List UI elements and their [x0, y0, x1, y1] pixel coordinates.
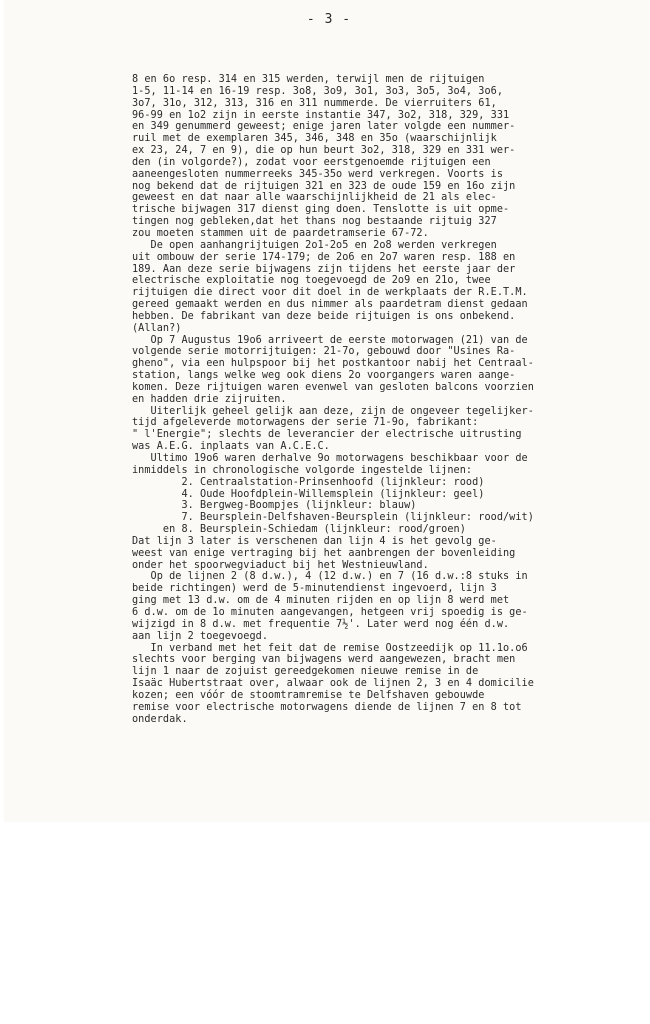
text-line: en 8. Beursplein-Schiedam (lijnkleur: rood/groen) [132, 524, 466, 536]
text-line: 4. Oude Hoofdplein-Willemsplein (lijnkleur: geel) [132, 488, 485, 500]
text-line: hebben. De fabrikant van deze beide rijtuigen is ons onbekend. [132, 310, 516, 322]
text-line: ruil met de exemplaren 345, 346, 348 en 35o (waarschijnlijk [132, 133, 497, 145]
text-line: 2. Centraalstation-Prinsenhoofd (lijnkleur: rood) [132, 476, 485, 488]
text-line: kozen; een vóór de stoomtramremise te Delfshaven gebouwde [132, 689, 485, 701]
text-line: (Allan?) [132, 322, 182, 334]
text-line: onderdak. [132, 713, 188, 725]
text-line: trische bijwagen 317 dienst ging doen. Tenslotte is uit opme- [132, 204, 510, 216]
text-line: Isaäc Hubertstraat over, alwaar ook de lijnen 2, 3 en 4 domicilie [132, 678, 534, 690]
text-line: 3o7, 31o, 312, 313, 316 en 311 nummerde. De vierruiters 61, [132, 97, 497, 109]
text-line: 8 en 6o resp. 314 en 315 werden, terwijl men de rijtuigen [132, 74, 485, 85]
text-line: rijtuigen die direct voor dit doel in de werkplaats der R.E.T.M. [132, 287, 528, 299]
text-line: uit ombouw der serie 174-179; de 2o6 en 2o7 waren resp. 188 en [132, 251, 516, 263]
text-line: gheno", via een hulpspoor bij het postkantoor nabij het Centraal- [132, 358, 534, 370]
text-line: aan lijn 2 toegevoegd. [132, 630, 269, 642]
text-line: 7. Beursplein-Delfshaven-Beursplein (lijnkleur: rood/wit) [132, 512, 534, 524]
text-line: slechts voor berging van bijwagens werd aangewezen, bracht men [132, 654, 516, 666]
text-line: geweest en dat naar alle waarschijnlijkheid de 21 als elec- [132, 192, 497, 204]
text-line: gereed gemaakt werden en dus nimmer als paardetram dienst gedaan [132, 299, 528, 311]
text-line: volgende serie motorrijtuigen: 21-7o, gebouwd door "Usines Ra- [132, 346, 516, 358]
text-line: nog bekend dat de rijtuigen 321 en 323 de oude 159 en 16o zijn [132, 180, 516, 192]
text-line: zou moeten stammen uit de paardetramserie 67-72. [132, 227, 429, 239]
text-line: De open aanhangrijtuigen 2o1-2o5 en 2o8 werden verkregen [132, 239, 497, 251]
document-page [4, 0, 650, 822]
text-line: aaneengesloten nummerreeks 345-35o werd verkregen. Voorts is [132, 168, 504, 180]
text-line: beide richtingen) werd de 5-minutendienst ingevoerd, lijn 3 [132, 583, 497, 595]
text-line: 3. Bergweg-Boompjes (lijnkleur: blauw) [132, 500, 417, 512]
text-line: station, langs welke weg ook diens 2o voorgangers waren aange- [132, 370, 516, 382]
text-line: electrische exploitatie nog toegevoegd de 2o9 en 21o, twee [132, 275, 491, 287]
text-line: inmiddels in chronologische volgorde ingestelde lijnen: [132, 464, 473, 476]
text-line: ex 23, 24, 7 en 9), die op hun beurt 3o2, 318, 329 en 331 wer- [132, 145, 516, 157]
text-line: 1-5, 11-14 en 16-19 resp. 3o8, 3o9, 3o1, 3o3, 3o5, 3o4, 3o6, [132, 85, 504, 97]
text-line: " l'Energie"; slechts de leverancier der electrische uitrusting [132, 429, 522, 441]
text-line: ging met 13 d.w. om de 4 minuten rijden en op lijn 8 werd met [132, 595, 510, 607]
blank-area [0, 822, 650, 1024]
text-line: lijn 1 naar de zojuist gereedgekomen nieuwe remise in de [132, 666, 479, 678]
text-line: 6 d.w. om de 1o minuten aangevangen, hetgeen vrij spoedig is ge- [132, 606, 528, 618]
text-line: wijzigd in 8 d.w. met frequentie 7½'. Later werd nog één d.w. [132, 618, 510, 630]
text-line: Dat lijn 3 later is verschenen dan lijn 4 is het gevolg ge- [132, 535, 497, 547]
text-line: In verband met het feit dat de remise Oostzeedijk op 11.1o.o6 [132, 642, 528, 654]
text-line: komen. Deze rijtuigen waren evenwel van gesloten balcons voorzien [132, 381, 534, 393]
text-line: en hadden drie zijruiten. [132, 393, 287, 405]
text-line: en 349 genummerd geweest; enige jaren later volgde een nummer- [132, 121, 516, 133]
text-line: 189. Aan deze serie bijwagens zijn tijdens het eerste jaar der [132, 263, 516, 275]
text-line: 96-99 en 1o2 zijn in eerste instantie 347, 3o2, 318, 329, 331 [132, 109, 510, 121]
text-line: was A.E.G. inplaats van A.C.E.C. [132, 441, 330, 453]
page-number: - 3 - [306, 12, 352, 27]
text-line: Ultimo 19o6 waren derhalve 9o motorwagens beschikbaar voor de [132, 453, 528, 464]
text-line: den (in volgorde?), zodat voor eerstgenoemde rijtuigen een [132, 156, 491, 168]
text-line: Op 7 Augustus 19o6 arriveert de eerste motorwagen (21) van de [132, 334, 528, 346]
text-line: tingen nog gebleken,dat het thans nog bestaande rijtuig 327 [132, 216, 497, 228]
text-line: Uiterlijk geheel gelijk aan deze, zijn de ongeveer tegelijker- [132, 405, 534, 417]
text-line: remise voor electrische motorwagens diende de lijnen 7 en 8 tot [132, 701, 522, 713]
text-line: onder het spoorwegviaduct bij het Westnieuwland. [132, 559, 429, 571]
text-line: Op de lijnen 2 (8 d.w.), 4 (12 d.w.) en 7 (16 d.w.:8 stuks in [132, 571, 528, 583]
body-text [132, 74, 650, 725]
text-line: tijd afgeleverde motorwagens der serie 71-9o, fabrikant: [132, 417, 479, 429]
text-line: weest van enige vertraging bij het aanbrengen der bovenleiding [132, 547, 516, 559]
